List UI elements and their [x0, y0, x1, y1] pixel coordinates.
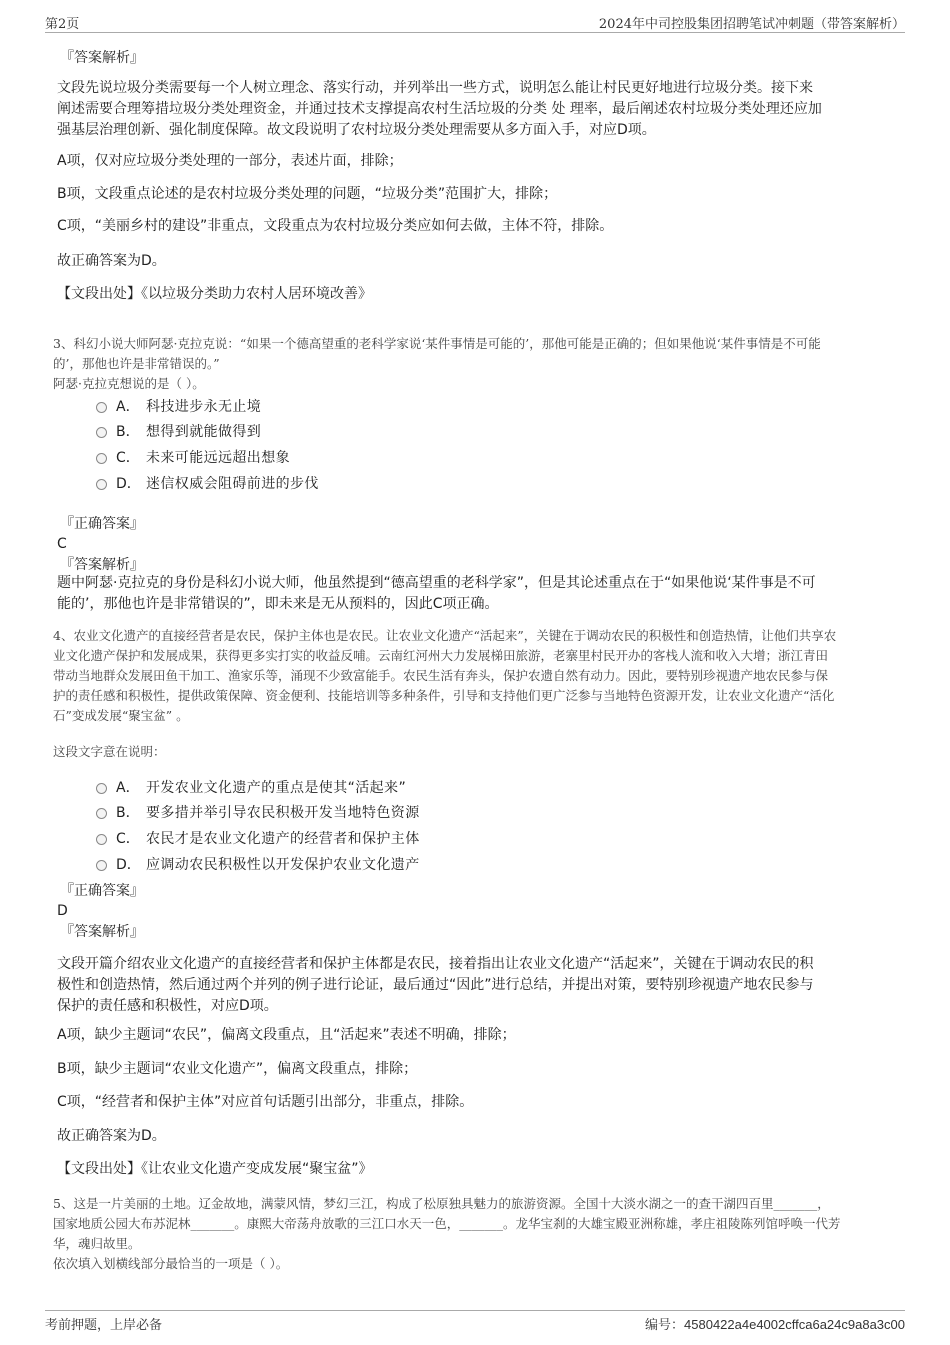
q5-stem-line: 国家地质公园大布苏泥林_______。康熙大帝荡舟放歌的三江口水天一色，_______。龙华宝刹的大雄宝殿亚洲称雄，孝庄祖陵陈列馆呼唤一代芳: [53, 1216, 841, 1231]
q2-conclusion: 故正确答案为D。: [57, 253, 166, 269]
q3-stem-line: 3、科幻小说大师阿瑟·克拉克说：“如果一个德高望重的老科学家说‘某件事情是可能的’，那他可能是正确的；但如果他说‘某件事情是不可能: [53, 336, 821, 351]
q3-analysis: [57, 573, 897, 615]
radio-button-icon[interactable]: [96, 783, 107, 794]
q5-stem: [53, 1194, 893, 1274]
q4-stem-line: 业文化遗产保护和发展成果，获得更多实打实的收益反哺。云南红河州大力发展梯田旅游，老寨里村民开办的客栈人流和收入大增；浙江青田: [53, 648, 829, 663]
q3-option-d[interactable]: [96, 473, 319, 493]
option-letter: D．: [116, 476, 141, 492]
q4-option-a[interactable]: [96, 777, 406, 797]
q5-stem-line: 依次填入划横线部分最恰当的一项是（ ）。: [53, 1256, 289, 1271]
q5-stem-line: 5、这是一片美丽的土地。辽金故地，满蒙风情，梦幻三江，构成了松原独具魅力的旅游资源。全国十大淡水湖之一的查干湖四百里_______，: [53, 1196, 830, 1211]
q3-analysis-line: 题中阿瑟·克拉克的身份是科幻小说大师，他虽然提到“德高望重的老科学家”，但是其论述重点在于“如果他说‘某件事是不可: [57, 575, 816, 591]
q2-note-b: B项，文段重点论述的是农村垃圾分类处理的问题，“垃圾分类”范围扩大，排除；: [57, 186, 558, 202]
q2-analysis-line: 文段先说垃圾分类需要每一个人树立理念、落实行动，并列举出一些方式，说明怎么能让村民更好地进行垃圾分类。接下来: [57, 80, 813, 96]
q4-analysis: [57, 954, 897, 1017]
q4-answer-label: 『正确答案』: [60, 883, 144, 899]
option-letter: A．: [116, 399, 140, 415]
q2-note-c: C项，“美丽乡村的建设”非重点，文段重点为农村垃圾分类应如何去做，主体不符，排除。: [57, 218, 614, 234]
q3-option-b[interactable]: [96, 421, 261, 441]
q3-stem: [53, 334, 893, 394]
document-code: [645, 1314, 905, 1333]
option-text: 科技进步永无止境: [146, 399, 262, 415]
radio-button-icon[interactable]: [96, 402, 107, 413]
q4-note-b: B项，缺少主题词“农业文化遗产”，偏离文段重点，排除；: [57, 1061, 418, 1077]
option-letter: B．: [116, 805, 140, 821]
q3-option-a[interactable]: [96, 396, 261, 416]
q3-analysis-label: 『答案解析』: [60, 557, 144, 573]
q3-answer: C: [57, 536, 67, 552]
q3-stem-line: 阿瑟·克拉克想说的是（ ）。: [53, 376, 205, 391]
q2-analysis-line: 强基层治理创新、强化制度保障。故文段说明了农村垃圾分类处理需要从多方面入手，对应D项。: [57, 122, 656, 138]
q4-analysis-line: 极性和创造热情，然后通过两个并列的例子进行论证，最后通过“因此”进行总结，并提出对策，要特别珍视遗产地农民参与: [57, 977, 814, 993]
document-code-label: 编号：: [645, 1318, 685, 1333]
q3-option-c[interactable]: [96, 447, 290, 467]
option-text: 迷信权威会阻碍前进的步伐: [146, 476, 319, 492]
page-number: 第2页: [45, 17, 80, 32]
option-letter: A．: [116, 780, 140, 796]
option-text: 想得到就能做得到: [146, 424, 262, 440]
option-text: 农民才是农业文化遗产的经营者和保护主体: [146, 831, 420, 847]
q4-option-b[interactable]: [96, 802, 420, 822]
radio-button-icon[interactable]: [96, 808, 107, 819]
q4-answer: D: [57, 903, 68, 919]
option-letter: C．: [116, 450, 140, 466]
radio-button-icon[interactable]: [96, 479, 107, 490]
q3-analysis-line: 能的’，那他也许是非常错误的”，即未来是无从预料的，因此C项正确。: [57, 596, 499, 612]
q4-conclusion: 故正确答案为D。: [57, 1128, 166, 1144]
radio-button-icon[interactable]: [96, 453, 107, 464]
q4-stem-line: 护的责任感和积极性，提供政策保障、资金便利、技能培训等多种条件，引导和支持他们更广泛参与当地特色资源开发，让农业文化遗产“活化: [53, 688, 835, 703]
q4-analysis-line: 保护的责任感和积极性，对应D项。: [57, 998, 278, 1014]
q3-stem-line: 的’，那他也许是非常错误的。”: [53, 356, 220, 371]
option-text: 要多措并举引导农民积极开发当地特色资源: [146, 805, 420, 821]
document-title: 2024年中司控股集团招聘笔试冲刺题（带答案解析）: [598, 17, 905, 32]
q5-stem-line: 华，魂归故里。: [53, 1236, 141, 1251]
q4-note-a: A项，缺少主题词“农民”，偏离文段重点，且“活起来”表述不明确，排除；: [57, 1027, 516, 1043]
q4-question: 这段文字意在说明：: [53, 744, 166, 759]
option-text: 开发农业文化遗产的重点是使其“活起来”: [146, 780, 407, 796]
q2-source: 【文段出处】《以垃圾分类助力农村人居环境改善》: [57, 286, 372, 302]
document-code-value: 4580422a4e4002cffca6a24c9a8a3c00: [684, 1317, 905, 1332]
option-text: 未来可能远远超出想象: [146, 450, 290, 466]
option-letter: B．: [116, 424, 140, 440]
footer-rule: [45, 1310, 905, 1311]
q4-stem-line: 4、农业文化遗产的直接经营者是农民，保护主体也是农民。让农业文化遗产“活起来”，关键在于调动农民的积极性和创造热情，让他们共享农: [53, 628, 837, 643]
q4-analysis-line: 文段开篇介绍农业文化遗产的直接经营者和保护主体都是农民，接着指出让农业文化遗产“活起来”，关键在于调动农民的积: [57, 956, 814, 972]
footer-slogan: 考前押题，上岸必备: [45, 1318, 163, 1333]
q4-analysis-label: 『答案解析』: [60, 924, 144, 940]
q2-analysis: [57, 78, 897, 141]
q4-note-c: C项，“经营者和保护主体”对应首句话题引出部分，非重点，排除。: [57, 1094, 474, 1110]
q4-stem-line: 石”变成发展“聚宝盆” 。: [53, 708, 189, 723]
q2-note-a: A项，仅对应垃圾分类处理的一部分，表述片面，排除；: [57, 153, 403, 169]
option-letter: D．: [116, 857, 141, 873]
q2-analysis-label: 『答案解析』: [60, 50, 144, 66]
radio-button-icon[interactable]: [96, 834, 107, 845]
radio-button-icon[interactable]: [96, 860, 107, 871]
header-rule: [45, 32, 905, 33]
option-text: 应调动农民积极性以开发保护农业文化遗产: [146, 857, 420, 873]
q4-stem: [53, 626, 893, 726]
radio-button-icon[interactable]: [96, 427, 107, 438]
q2-analysis-line: 阐述需要合理筹措垃圾分类处理资金，并通过技术支撑提高农村生活垃圾的分类 处 理率，最后阐述农村垃圾分类处理还应加: [57, 101, 822, 117]
q4-option-d[interactable]: [96, 854, 420, 874]
q4-stem-line: 带动当地群众发展田鱼干加工、渔家乐等，涌现不少致富能手。农民生活有奔头，保护农遗自然有动力。因此，要特别珍视遗产地农民参与保: [53, 668, 829, 683]
q4-option-c[interactable]: [96, 828, 420, 848]
q3-answer-label: 『正确答案』: [60, 516, 144, 532]
q4-source: 【文段出处】《让农业文化遗产变成发展“聚宝盆”》: [57, 1161, 373, 1177]
option-letter: C．: [116, 831, 140, 847]
